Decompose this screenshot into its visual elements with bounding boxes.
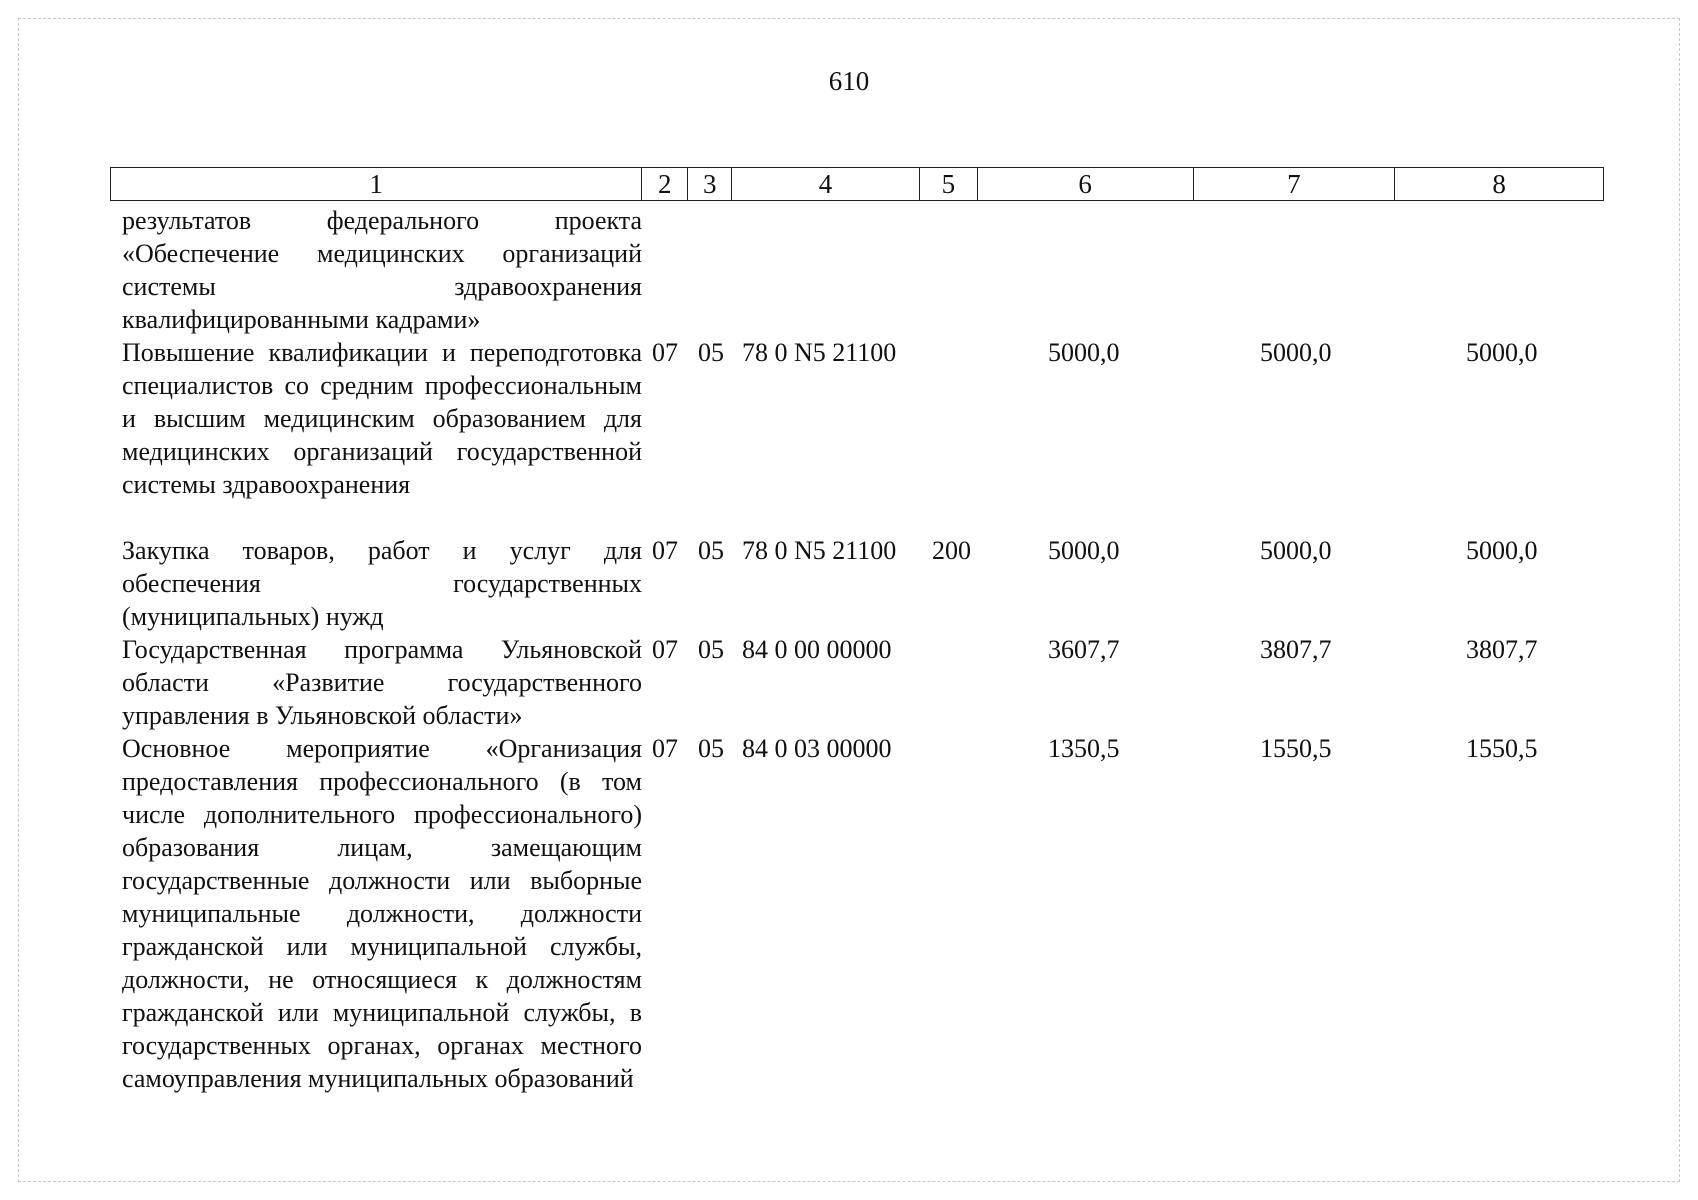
row-target-code: 84 0 03 00000 [742,734,892,763]
row-description: Повышение квалификации и переподготовка специалистов со средним профессиональным и высшим медицинским образованием для медицинских организаций государственной системы здравоохранения [122,338,642,499]
header-col-2: 2 [642,168,688,200]
row-subsection: 05 [698,734,724,763]
row-subsection: 05 [698,536,724,565]
row-section: 07 [652,338,678,367]
row-description: Государственная программа Ульяновской области «Развитие государственного управления в Ульяновской области» [122,635,642,730]
row-target-code: 78 0 N5 21100 [742,338,897,367]
row-amount-3: 1550,5 [1466,734,1538,763]
row-description: результатов федерального проекта «Обеспечение медицинских организаций системы здравоохранения квалифицированными кадрами» [122,206,642,334]
page-number: 610 [828,66,870,96]
header-col-1: 1 [111,168,642,200]
row-section: 07 [652,734,678,763]
row-amount-2: 5000,0 [1260,338,1332,367]
row-amount-3: 5000,0 [1466,338,1538,367]
row-expense-type: 200 [932,536,971,565]
row-amount-2: 3807,7 [1260,635,1332,664]
row-description: Закупка товаров, работ и услуг для обеспечения государственных (муниципальных) нужд [122,536,642,631]
header-col-7: 7 [1194,168,1396,200]
row-amount-1: 5000,0 [1048,536,1120,565]
row-section: 07 [652,635,678,664]
header-col-6: 6 [978,168,1194,200]
row-amount-1: 5000,0 [1048,338,1120,367]
table-header [110,167,1604,201]
header-col-8: 8 [1492,169,1506,199]
row-amount-1: 1350,5 [1048,734,1120,763]
header-col-5: 5 [920,168,978,200]
row-description: Основное мероприятие «Организация предоставления профессионального (в том числе дополнительного профессионального) образования лицам, замещающим государственные должности или выборные муниципальные должности, должности гражданской или муниципальной службы, должности, не относящиеся к должностям гражданской или муниципальной службы, в государственных органах, органах местного самоуправления муниципальных образований [122,734,642,1093]
header-col-3: 3 [688,168,732,200]
row-amount-3: 5000,0 [1466,536,1538,565]
row-amount-2: 5000,0 [1260,536,1332,565]
row-amount-2: 1550,5 [1260,734,1332,763]
row-subsection: 05 [698,635,724,664]
row-subsection: 05 [698,338,724,367]
row-amount-3: 3807,7 [1466,635,1538,664]
row-section: 07 [652,536,678,565]
row-amount-1: 3607,7 [1048,635,1120,664]
row-target-code: 84 0 00 00000 [742,635,892,664]
header-col-4: 4 [732,168,920,200]
row-target-code: 78 0 N5 21100 [742,536,897,565]
